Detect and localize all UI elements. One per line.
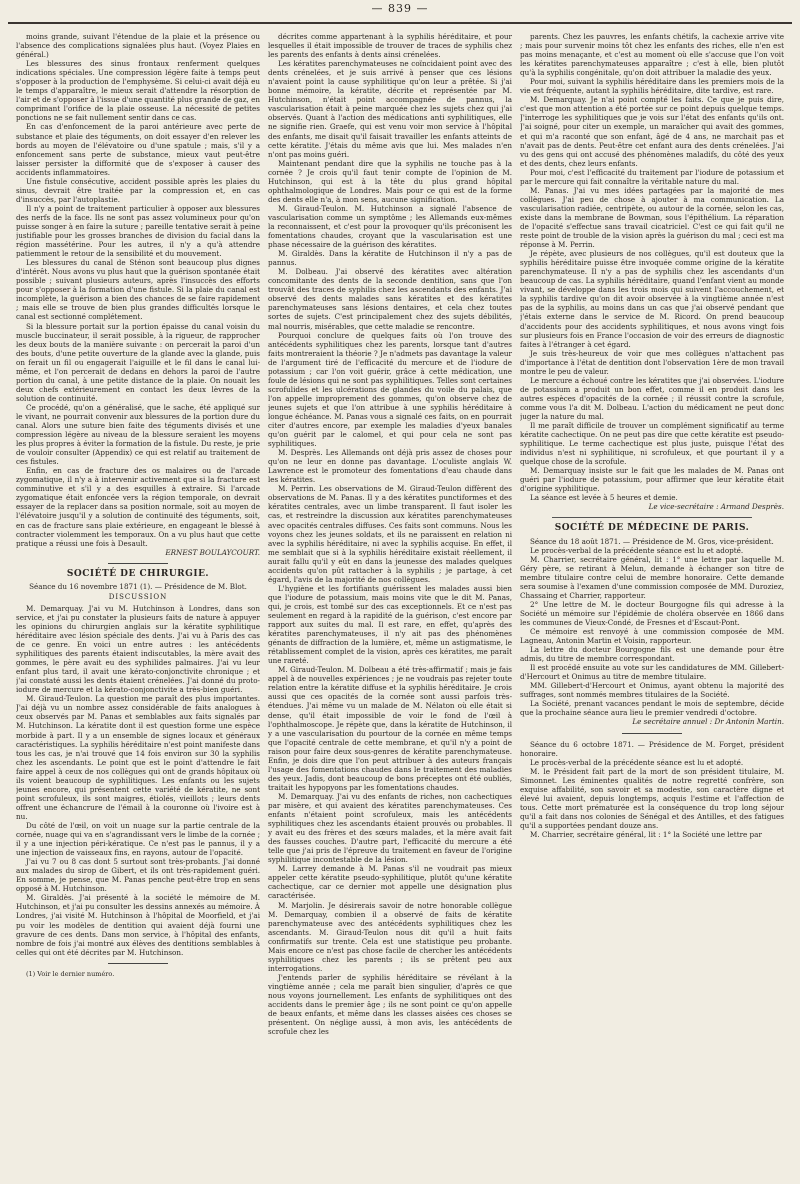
divider [622, 733, 682, 734]
section-title-chirurgie: SOCIÉTÉ DE CHIRURGIE. [66, 568, 210, 579]
paragraph: M. Giraud-Teulon. La question me paraît des plus importantes. J'ai déjà vu un nombre assez considérable de faits analogues à ceux observés par M. Panas et semblables aux faits signalés par M. Hutchinson. La kératite dont il est question forme une espèce morbide à part. Il y a un ensemble de signes locaux et généraux caractéristiques. La syphilis héréditaire n'est point manifeste dans tous les cas, je n'ai trouvé que 14 fois environ sur 30 la syphilis chez les ascendants. Le point que est le point d'attendre le fait faire appel à ceux de nos collègues qui ont de grands hôpitaux où ils voient beaucoup de syphilitiques. Les enfants ou les sujets jeunes encore, qui présentent cette variété de kératite, ne sont point scrofuleux, ils sont maigres, étiolés, vieillots ; leurs dents offrent une échancrure de l'émail à la couronne où l'ivoire est à nu. [16, 694, 260, 821]
footnote: (1) Voir le dernier numéro. [26, 969, 115, 978]
meeting-line: Séance du 16 novembre 1871 (1). — Présidence de M. Blot. [29, 581, 247, 591]
meeting-august-text [520, 546, 784, 718]
paragraph: L'hygiène et les fortifiants guérissent les malades aussi bien que l'iodure de potassium, mais moins vite que le dit M. Panas, qui, je crois, est tombé sur des cas exceptionnels. Et ce n'est pas seulement en regard à la rapidité de la guérison, c'est encore par rapport aux suites du mal. Il est rare, en effet, qu'après des kératites parenchymateuses, il n'y ait pas des phénomènes génants de diffraction de la lumière, et, même un astigmatisme, le rétablissement complet de la vision, après ces kératites, me paraît une rareté. [268, 583, 512, 666]
paragraph: M. Charrier, secrétaire général, lit : 1° une lettre par laquelle M. Géry père, se retirant à Melun, demande à échanger son titre de membre titulaire contre celui de membre honoraire. Cette demande sera soumise à l'examen d'une commission composée de MM. Duroziez, Chassaing et Charrier, rapporteur. [520, 554, 784, 600]
paragraph: En cas d'enfoncement de la paroi antérieure avec perte de substance et plaie des téguments, on doit essayer d'en relever les bords au moyen de l'élévatoire ou d'une spatule ; mais, s'il y a enfoncement sans perte de substance, mieux vaut peut-être laisser persister la difformité que de s'exposer à causer des accidents inflammatoires. [16, 122, 260, 177]
paragraph: M. Desprès. Les Allemands ont déjà pris assez de choses pour qu'on ne leur en donne pas davantage. L'oculiste anglais W. Lawrence est le promoteur des fomentations d'eau chaude dans les kératites. [268, 448, 512, 485]
footnote-divider [108, 963, 168, 964]
paragraph: Je répète, avec plusieurs de nos collègues, qu'il est douteux que la syphilis héréditaire puisse être invoquée comme origine de la kératite parenchymateuse. Il n'y a pas de syphilis chez les ascendants d'un beaucoup de cas. La syphilis héréditaire, quand l'enfant vient au monde vivant, se développe dans les trois mois qui suivent l'accouchement, et la syphilis tardive qu'on dit avoir observée à la vingtième année n'est pas de la syphilis, au moins dans un cas que j'ai observé pendant que j'étais externe dans le service de M. Ricord. On prend beaucoup d'accidents pour des accidents syphilitiques, et nous avons vingt fois sur plusieurs fois en France l'occasion de voir des erreurs de diagnostic faites à l'étranger à cet égard. [520, 249, 784, 349]
paragraph: M. Dolbeau. J'ai observé des kératites avec altération concomitante des dents de la seconde dentition, sans que l'on trouvât des traces de syphilis chez les ascendants des enfants. J'ai observé des dents malades sans kératites et des kératites parenchymateuses sans lésions dentaires, et cela chez toutes sortes de sujets. C'est principalement chez des sujets débilités, mal nourris, misérables, que cette maladie se rencontre. [268, 267, 512, 331]
section-title-medecine: SOCIÉTÉ DE MÉDECINE DE PARIS. [554, 523, 750, 534]
vice-secretary-signature: Le vice-secrétaire : Armand Desprès. [648, 502, 784, 512]
discussion-continuation [268, 32, 512, 1036]
paragraph: moins grande, suivant l'étendue de la plaie et la présence ou l'absence des complications signalées plus haut. (Voyez Plaies en général.) [16, 32, 260, 60]
paragraph: Pour moi, suivant la syphilis héréditaire dans les premiers mois de la vie est fréquente, autant la syphilis héréditaire, dite tardive, est rare. [520, 77, 784, 96]
paragraph: M. le Président fait part de la mort de son président titulaire, M. Simonnet. Les éminentes qualités de notre regretté confrère, son exquise affabilité, son savoir et sa modestie, son caractère digne et élevé lui avaient, depuis longtemps, acquis l'estime et l'affection de tous. Cette mort prématurée est la conséquence du trop long séjour qu'il a fait dans nos colonies de Sénégal et des Antilles, et des fatigues qu'il a supportées pendant douze ans. [520, 766, 784, 830]
page-number: — 839 — [371, 2, 429, 15]
discussion-text [16, 604, 260, 957]
meeting-line-october: Séance du 6 octobre 1871. — Présidence de M. Forget, président honoraire. [520, 739, 784, 758]
paragraph: M. Demarquay. J'ai vu des enfants de riches, non cachectiques par misère, et qui avaient des kératites parenchymateuses. Ces enfants n'étaient point scrofuleux, mais les antécédents syphilitiques chez les ascendants étaient prouvés ou probables. Il y avait eu des frères et des sœurs malades, et la mère avait fait des fausses couches. D'autre part, l'efficacité du mercure a été telle que j'ai pris de l'épreuve du traitement en faveur de l'origine syphilitique incontestable de la lésion. [268, 791, 512, 865]
meeting-line-august: Séance du 18 août 1871. — Présidence de M. Gros, vice-président. [530, 536, 774, 546]
discussion-end [520, 32, 784, 502]
column-middle [268, 32, 512, 1176]
paragraph: Il me paraît difficile de trouver un complément significatif au terme kératite cachectique. On ne peut pas dire que cette kératite est pseudo-syphilitique. Le terme cachectique est plus juste, puisque l'état des individus n'est ni syphilitique, ni scrofuleux, et que pourtant il y a quelque chose de la scrofule. [520, 421, 784, 467]
paragraph: M. Panas. J'ai vu mes idées partagées par la majorité de mes collègues. J'ai peu de chose à ajouter à ma communication. La vascularisation radiée, centripète, ou autour de la cornée, selon les cas, existe dans la membrane de Bowman, sous l'épithélium. La réparation de l'opacité s'effectue sans travail cicatriciel. C'est ce qui fait qu'il ne reste point de trouble de la vision après la guérison du mal ; ceci est ma réponse à M. Perrin. [520, 185, 784, 250]
paragraph: Le procès-verbal de la précédente séance est lu et adopté. [530, 545, 744, 555]
paragraph: décrites comme appartenant à la syphilis héréditaire, et pour lesquelles il était impossible de trouver de traces de syphilis chez les parents des enfants à dents ainsi crénelées. [268, 32, 512, 60]
paragraph: J'ai vu 7 ou 8 cas dont 5 surtout sont très-probants. J'ai donné aux malades du sirop de Gibert, et ils ont très-rapidement guéri. En somme, je pense, que M. Panas penche peut-être trop en sens opposé à M. Hutchinson. [16, 857, 260, 894]
paragraph: Maintenant pendant dire que la syphilis ne touche pas à la cornée ? Je crois qu'il faut tenir compte de l'opinion de M. Hutchinson, qui est à la tête du plus grand hôpital ophthalmologique de Londres. Mais pour ce qui est de la forme des dents elle n'a, à mon sens, aucune signification. [268, 158, 512, 204]
paragraph: Pour moi, c'est l'efficacité du traitement par l'iodure de potassium et par le mercure qui fait connaître la véritable nature du mal. [520, 167, 784, 186]
paragraph: La séance est levée à 5 heures et demie. [530, 493, 678, 503]
paragraph: Du côté de l'œil, on voit un nuage sur la partie centrale de la cornée, nuage qui va en s'agrandissant vers le limbe de la cornée ; il y a une injection péri-kératique. Ce n'est pas le pannus, il y a une injection de vaisseaux fins, en rayons, autour de l'opacité. [16, 820, 260, 858]
paragraph: MM. Gillebert-d'Hercourt et Onimus, ayant obtenu la majorité des suffrages, sont nommés membres titulaires de la Société. [520, 681, 784, 700]
paragraph: M. Giraud-Teulon. M. Dolbeau a été très-affirmatif ; mais je fais appel à de nouvelles expériences ; je ne voudrais pas rejeter toute relation entre la kératite diffuse et la syphilis héréditaire. Je crois aussi que ces opacités de la cornée sont aussi parfois très-étendues. J'ai même vu un malade de M. Nélaton où elle était si dense, qu'il était impossible de voir le fond de l'œil à l'ophthalmoscope. Je répète que, dans la kératite de Hutchinson, il y a une vascularisation du pourtour de la cornée en même temps que l'opacité centrale de cette membrane, et qu'il n'y a point de raison pour faire deux sous-genres de kératite parenchymateuse. Enfin, je dois dire que l'on peut attribuer à des auteurs français l'usage des fomentations chaudes dans le traitement des maladies des yeux. Jadis, dont beaucoup de bons préceptes ont été oubliés, traitait les hypopyons par les fomentations chaudes. [268, 665, 512, 792]
paragraph: 2° Une lettre de M. le docteur Bourgogne fils qui adresse à la Société un mémoire sur l'épidémie de choléra observée en 1866 dans les communes de Vieux-Condé, de Fresnes et d'Escaut-Pont. [520, 599, 784, 627]
divider [552, 517, 752, 518]
paragraph: M. Giraud-Teulon. M. Hutchinson a signalé l'absence de vascularisation comme un symptôme ; les Allemands eux-mêmes la reconnaissent, et c'est pour la provoquer qu'ils préconisent les fomentations chaudes, croyant que la vascularisation est une phase nécessaire de la guérison des kératites. [268, 203, 512, 250]
paragraph: M. Charrier, secrétaire général, lit : 1° la Société une lettre par [530, 829, 762, 839]
paragraph: parents. Chez les pauvres, les enfants chétifs, la cachexie arrive vite ; mais pour survenir moins tôt chez les enfants des riches, elle n'en est pas moins menaçante, et c'est au moment où elle s'accuse que l'on voit les kératites parenchymateuses apparaître ; c'est à elle, bien plutôt qu'à la syphilis congénitale, qu'on doit attribuer la maladie des yeux. [520, 32, 784, 78]
paragraph: M. Demarquay. Je n'ai point compté les faits. Ce que je puis dire, c'est que mon attention a été portée sur ce point depuis quelque temps. J'interroge les syphilitiques que je vois sur l'état des enfants qu'ils ont. J'ai soigné, pour citer un exemple, un maraîcher qui avait des gommes, et qui m'a raconté que son enfant, âgé de 4 ans, ne marchait pas et n'avait pas de dents. Peut-être cet enfant aura des dents crénelées. J'ai vu des gens qui ont accusé des phénomènes maladifs, du côté des yeux et des dents, chez leurs enfants. [520, 95, 784, 168]
paragraph: Si la blessure portait sur la portion épaisse du canal voisin du muscle buccinateur, il serait possible, à la rigueur, de rapprocher les deux bouts de la manière suivante : on percerait la paroi d'un des bouts, d'une petite ouverture de la glande avec la glande, puis on ferait un fil ou engagerait l'aiguille et le fil dans le canal lui-même, et l'on percerait de dedans en dehors la paroi de l'autre portion du canal, à une petite distance de la plaie. On nouait les deux chefs extérieurement en contact les deux lèvres de la solution de continuité. [16, 321, 260, 403]
paragraph: Ce mémoire est renvoyé à une commission composée de MM. Lagneau, Antonin Martin et Voisin, rapporteur. [520, 627, 784, 646]
column-left [16, 32, 260, 1176]
paragraph: Les blessures du canal de Sténon sont beaucoup plus dignes d'intérêt. Nous avons vu plus haut que la guérison spontanée était possible ; suivant plusieurs auteurs, après l'insuccès des efforts pour s'opposer à la formation d'une fistule. Si la plaie du canal est incomplète, la guérison a bien des chances de se faire rapidement ; mais elle se trouve de bien plus grandes difficultés lorsque le canal est sectionné complétement. [16, 258, 260, 322]
discussion-heading: DISCUSSION [108, 592, 168, 601]
paragraph: Les kératites parenchymateuses ne coïncidaient point avec des dents crénelées, et je suis arrivé à penser que ces lésions n'avaient point la cause syphilitique qu'on leur a prêtée. Si j'ai bonne mémoire, la kératite, décrite et représentée par M. Hutchinson, n'était point accompagnée de pannus, la vascularisation était à peine marquée chez les sujets chez qui j'ai observés. Quant à l'action des médications anti syphilitiques, elle ne signifie rien. Graefe, qui est venu voir mon service à l'hôpital des enfants, me disait qu'il faisait travailler les enfants atteints de cette kératite. J'étais du même avis que lui. Mes malades n'en n'ont pas moins guéri. [268, 59, 512, 159]
paragraph: M. Giraldès. Dans la kératite de Hutchinson il n'y a pas de pannus. [268, 249, 512, 268]
article-continuation [16, 32, 260, 548]
paragraph: M. Giraldès. J'ai présenté à la société le mémoire de M. Hutchinson, et j'ai pu consulter les dessins annexés au mémoire. À Londres, j'ai visité M. Hutchinson à l'hôpital de Moorfield, et j'ai pu voir les modèles de dentition qui avaient déjà fourni une gravure de ces dents. Dans mon service, à l'hôpital des enfants, nombre de fois j'ai montré aux élèves des dentitions semblables à celles qui ont été décrites par M. Hutchinson. [16, 893, 260, 957]
paragraph: Pourquoi conclure de quelques faits où l'on trouve des antécédents syphilitiques chez les parents, lorsque tant d'autres faits montreraient la théorie ? Je n'admets pas davantage la valeur de l'argument tiré de l'efficacité du mercure et de l'iodure de potassium ; car l'on voit guérir, grâce à cette médication, une foule de lésions qui ne sont pas syphilitiques. Telles sont certaines scrofulides et les ulcérations de glandes du voile du palais, que l'on appelle improprement des gommes, qu'on observe chez de jeunes sujets et que l'on attribue à une syphilis héréditaire à longue échéance. M. Panas vous a signalé ces faits, on en pourrait citer d'autres encore, par exemple les maladies d'yeux banales qu'on guérit par le calomel, et qui pour cela ne sont pas syphilitiques. [268, 330, 512, 449]
paragraph: Il est procédé ensuite au vote sur les candidatures de MM. Gillebert-d'Hercourt et Onimus au titre de membre titulaire. [520, 663, 784, 682]
top-rule [8, 22, 792, 24]
paragraph: Le procès-verbal de la précédente séance est lu et adopté. [530, 757, 744, 767]
paragraph: Les blessures des sinus frontaux renferment quelques indications spéciales. Une compression légère faite à temps peut s'opposer à la production de l'emphysème. Si celui-ci avait déjà eu le temps d'apparaître, le mieux serait d'attendre la résorption de l'air et de s'opposer à l'issue d'une quantité plus grande de gaz, en comprimant l'orifice de la plaie osseuse. La nécessité de petites ponctions ne se fait nullement sentir dans ce cas. [16, 59, 260, 123]
paragraph: Enfin, en cas de fracture des os malaires ou de l'arcade zygomatique, il n'y a à intervenir activement que si la fracture est comminutive et s'il y a des esquilles à extraire. Si l'arcade zygomatique était enfoncée vers la région temporale, on devrait essayer de la replacer dans sa position normale, soit au moyen de l'élévatoire jusqu'il y a solution de continuité des téguments, soit, en cas de fracture sans plaie extérieure, en engageant le blessé à contracter violemment les temporaux. On a vu plus haut que cette pratique a réussi une fois à Desault. [16, 466, 260, 548]
divider [108, 563, 168, 564]
paragraph: Une fistule consécutive, accident possible après les plaies du sinus, devrait être traitée par la compression et, en cas d'insuccès, par l'autoplastie. [16, 176, 260, 204]
paragraph: Je suis très-heureux de voir que mes collègues n'attachent pas d'importance à l'état de dentition dont l'observation 1ère de mon travail montre le peu de valeur. [520, 348, 784, 376]
paragraph: M. Demarquay. J'ai vu M. Hutchinson à Londres, dans son service, et j'ai pu constater la plusieurs faits de nature à appuyer les opinions du chirurgien anglais sur la kératite syphilitique héréditaire avec lésion spéciale des dents. J'ai vu à Paris des cas de ce genre. En voici un entre autres : les antécédents syphilitiques des parents étaient indiscutables, la mère avait des gommes, le père avait eu des syphilides palmaires. J'ai vu leur enfant plus tard, il avait une kérato-conjonctivite chronique ; et j'ai constaté aussi les dents étaient crénelées. J'ai donné du proto-iodure de mercure et la kérato-conjonctivite a très-bien guéri. [16, 603, 260, 695]
paragraph: La Société, prenant vacances pendant le mois de septembre, décide que la prochaine séance aura lieu le premier vendredi d'octobre. [520, 699, 784, 718]
annual-secretary-signature: Le secrétaire annuel : Dr Antonin Martin. [632, 717, 784, 727]
meeting-october-text [520, 758, 784, 839]
paragraph: M. Marjolin. Je désirerais savoir de notre honorable collègue M. Demarquay, combien il a observé de faits de kératite parenchymateuse avec des antécédents syphilitiques chez les ascendants. M. Giraud-Teulon nous dit qu'il a huit faits confirmatifs sur trente. Cela est une statistique peu probante. Mais encore ce n'est pas chose facile de chercher les antécédents syphilitiques chez les parents ; ils se prêtent peu aux interrogations. [268, 900, 512, 973]
paragraph: Ce procédé, qu'on a généralisé, que le sache, été appliqué sur le vivant, ne pourrait convenir aux blessures de la portion dure du canal. Alors une suture bien faite des téguments divisés et une compression légère au niveau de la blessure seraient les moyens les plus propres à éviter la formation de la fistule. Du reste, je prie de vouloir consulter (Appendix) ce qui est relatif au traitement de ces fistules. [16, 402, 260, 467]
paragraph: Le mercure a échoué contre les kératites que j'ai observées. L'iodure de potassium a produit un bon effet, comme il en produit dans les autres espèces d'opacités de la cornée ; il réussit contre la scrofule, comme vous l'a dit M. Dolbeau. L'action du médicament ne peut donc juger la nature du mal. [520, 375, 784, 421]
paragraph: J'entends parler de syphilis héréditaire se révélant à la vingtième année ; cela me paraît bien singulier, d'après ce que nous voyons journellement. Les enfants de syphilitiques ont des accidents dans le premier âge ; ils ne sont point ce qu'on appelle de beaux enfants, et même dans les classes aisées ces choses se présentent. On néglige aussi, à mon avis, les antécédents de scrofule chez les [268, 972, 512, 1037]
paragraph: M. Perrin. Les observations de M. Giraud-Teulon diffèrent des observations de M. Panas. Il y a des kératites punctiformes et des kératites centrales, avec un limbe transparent. Il faut isoler les cas, et restreindre la discussion aux kératites parenchymateuses avec opacités centrales diffuses. Ces faits sont communs. Nous les voyons chez les jeunes soldats, et ils ne paraissent en relation ni avec la syphilis héréditaire, ni avec la syphilis acquise. En effet, il me semblait que si à la syphilis héréditaire existait réellement, il aurait fallu qu'il y eût en dans la jeunesse des malades quelques accidents qu'on pût rattacher à la syphilis ; je partage, à cet égard, l'avis de la majorité de nos collègues. [268, 484, 512, 584]
paragraph: Il n'y a point de traitement particulier à opposer aux blessures des nerfs de la face. Ils ne sont pas assez volumineux pour qu'on puisse songer à en faire la suture ; pareille tentative serait à peine justifiable pour les grosses branches de division du facial dans la région massétérine. Pour les autres, il n'y a qu'à attendre patiemment le retour de la sensibilité et du mouvement. [16, 203, 260, 259]
paragraph: La lettre du docteur Bourgogne fils est une demande pour être admis, du titre de membre correspondant. [520, 645, 784, 664]
paragraph: M. Larrey demande à M. Panas s'il ne voudrait pas mieux appeler cette kératite pseudo-syphilitique, plutôt qu'une kératite cachectique, car ce dernier mot appelle une désignation plus caractérisée. [268, 864, 512, 901]
paragraph: M. Demarquay insiste sur le fait que les malades de M. Panas ont guéri par l'iodure de potassium, pour affirmer que leur kératite était d'origine syphilitique. [520, 466, 784, 494]
article-author: ERNEST BOULAYCOURT. [165, 547, 260, 557]
column-right [520, 32, 784, 1176]
